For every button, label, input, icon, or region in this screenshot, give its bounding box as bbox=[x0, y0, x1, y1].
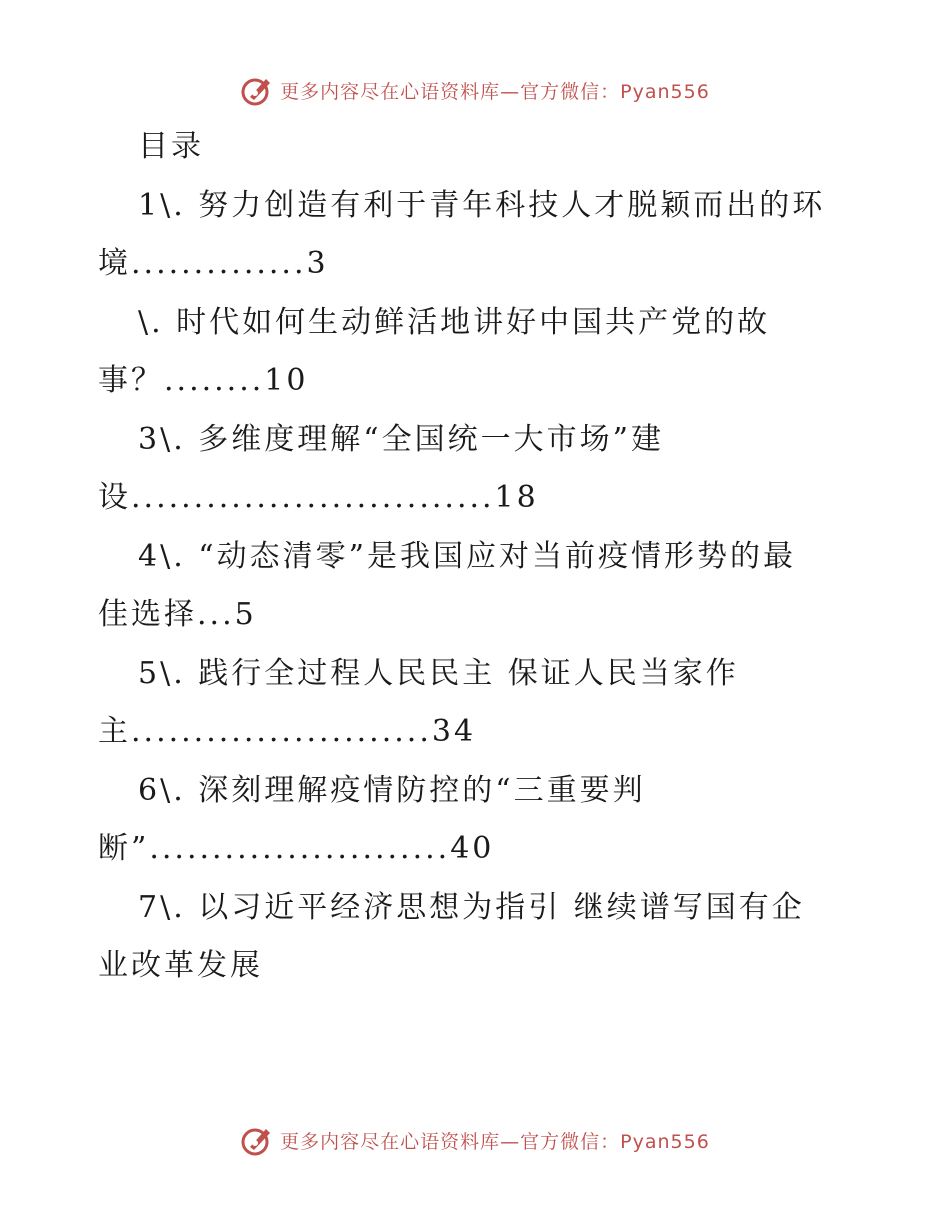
toc-entry-3-line-2: 设.............................18 bbox=[98, 480, 539, 515]
toc-entry-4-line-2: 佳选择...5 bbox=[98, 597, 257, 632]
table-of-contents bbox=[98, 118, 858, 996]
pen-nib-logo-icon bbox=[240, 73, 274, 107]
toc-entry-6-line-2: 断”........................40 bbox=[98, 831, 495, 866]
banner-text: 更多内容尽在心语资料库—官方微信：Pyan556 bbox=[280, 1130, 710, 1153]
toc-entry-7-line-1: 7\. 以习近平经济思想为指引 继续谱写国有企 bbox=[138, 889, 805, 925]
toc-entry-2-line-2: 事？........10 bbox=[98, 363, 309, 398]
toc-heading: 目录 bbox=[138, 129, 204, 164]
pen-nib-logo-icon bbox=[240, 1123, 274, 1157]
header-banner bbox=[0, 70, 950, 110]
toc-entry-1-line-2: 境..............3 bbox=[98, 246, 329, 281]
toc-entry-5-line-2: 主........................34 bbox=[98, 714, 477, 749]
footer-banner bbox=[0, 1120, 950, 1160]
toc-entry-5-line-1: 5\. 践行全过程人民民主 保证人民当家作 bbox=[138, 655, 739, 691]
toc-entry-1-line-1: 1\. 努力创造有利于青年科技人才脱颖而出的环 bbox=[138, 187, 826, 223]
toc-entry-3-line-1: 3\. 多维度理解“全国统一大市场”建 bbox=[138, 421, 664, 457]
banner-text: 更多内容尽在心语资料库—官方微信：Pyan556 bbox=[280, 80, 710, 103]
toc-entry-4-line-1: 4\. “动态清零”是我国应对当前疫情形势的最 bbox=[138, 538, 796, 574]
toc-entry-6-line-1: 6\. 深刻理解疫情防控的“三重要判 bbox=[138, 772, 646, 808]
toc-entry-7-line-2: 业改革发展 bbox=[98, 948, 263, 983]
toc-entry-2-line-1: \. 时代如何生动鲜活地讲好中国共产党的故 bbox=[138, 304, 771, 340]
